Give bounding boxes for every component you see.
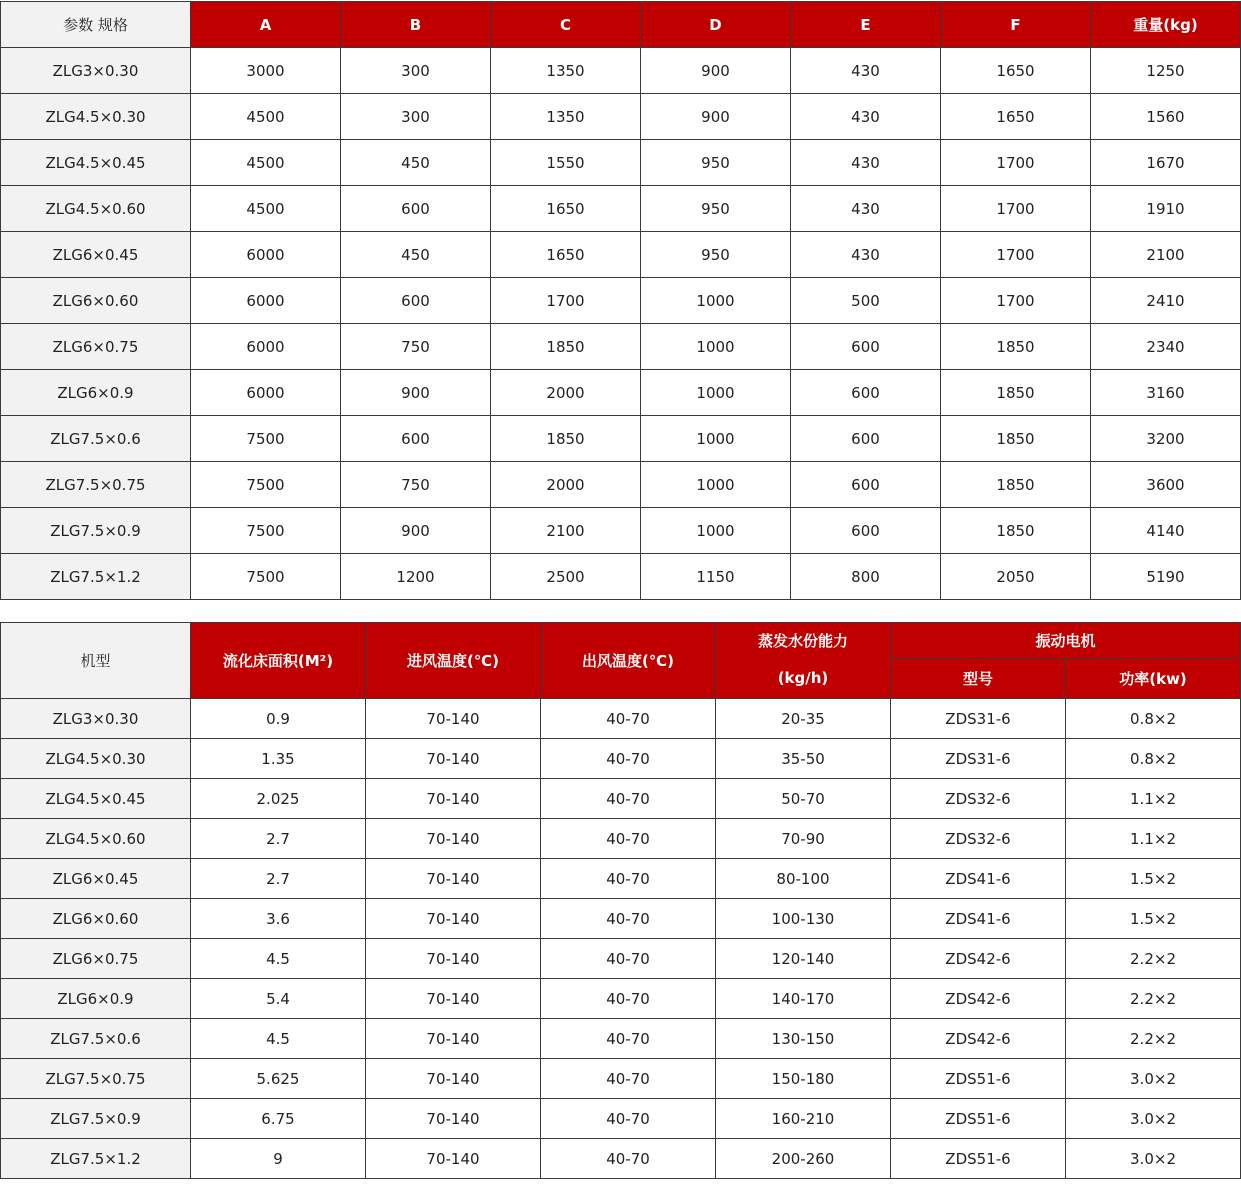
table-cell: 600 — [791, 416, 941, 462]
table-cell: 1000 — [641, 370, 791, 416]
table-cell: 70-90 — [716, 819, 891, 859]
table-cell: 1.1×2 — [1066, 819, 1241, 859]
table-cell: 3160 — [1091, 370, 1241, 416]
table-cell: 1700 — [941, 232, 1091, 278]
table-cell: 2.7 — [191, 819, 366, 859]
header-cell-motor: 振动电机 — [891, 623, 1241, 659]
table-cell: 140-170 — [716, 979, 891, 1019]
table-row — [1, 416, 1241, 462]
table-cell: 1150 — [641, 554, 791, 600]
table-cell: 40-70 — [541, 979, 716, 1019]
table-cell: 1000 — [641, 508, 791, 554]
table-cell: 200-260 — [716, 1139, 891, 1179]
table-cell: 900 — [641, 48, 791, 94]
row-label-cell: ZLG7.5×1.2 — [1, 554, 191, 600]
row-label-cell: ZLG6×0.9 — [1, 370, 191, 416]
table-cell: 40-70 — [541, 1019, 716, 1059]
row-label-cell: ZLG3×0.30 — [1, 699, 191, 739]
table-cell: ZDS32-6 — [891, 779, 1066, 819]
table-cell: 1550 — [491, 140, 641, 186]
table-cell: 300 — [341, 48, 491, 94]
table-cell: 70-140 — [366, 1099, 541, 1139]
header-cell-motor-model: 型号 — [891, 659, 1066, 699]
table-row — [1, 859, 1241, 899]
header-cell-evap-unit: (kg/h) — [716, 659, 891, 699]
table-row — [1, 232, 1241, 278]
table-cell: 3.0×2 — [1066, 1139, 1241, 1179]
table-row — [1, 699, 1241, 739]
row-label-cell: ZLG6×0.45 — [1, 859, 191, 899]
table-cell: 70-140 — [366, 859, 541, 899]
table-cell: ZDS51-6 — [891, 1139, 1066, 1179]
table-cell: 20-35 — [716, 699, 891, 739]
table-cell: 7500 — [191, 462, 341, 508]
table-row — [1, 739, 1241, 779]
table-cell: 70-140 — [366, 699, 541, 739]
table-cell: 1350 — [491, 94, 641, 140]
table-cell: 430 — [791, 48, 941, 94]
table-cell: 6000 — [191, 370, 341, 416]
table-cell: ZDS31-6 — [891, 739, 1066, 779]
table-cell: ZDS41-6 — [891, 859, 1066, 899]
row-label-cell: ZLG7.5×0.75 — [1, 462, 191, 508]
row-label-cell: ZLG4.5×0.30 — [1, 739, 191, 779]
table-cell: 40-70 — [541, 699, 716, 739]
table-cell: 40-70 — [541, 1099, 716, 1139]
table-cell: 1200 — [341, 554, 491, 600]
table-cell: 1.35 — [191, 739, 366, 779]
header-cell-inlet-temp: 进风温度(℃) — [366, 623, 541, 699]
table-cell: 1910 — [1091, 186, 1241, 232]
table-cell: 4500 — [191, 140, 341, 186]
table-cell: ZDS42-6 — [891, 939, 1066, 979]
table-cell: 80-100 — [716, 859, 891, 899]
table-cell: 1700 — [941, 186, 1091, 232]
table-cell: 2.2×2 — [1066, 939, 1241, 979]
dimensions-table — [0, 1, 1241, 600]
table-cell: 6000 — [191, 278, 341, 324]
table-cell: 1000 — [641, 462, 791, 508]
row-label-cell: ZLG6×0.45 — [1, 232, 191, 278]
header-cell-evap-title: 蒸发水份能力 — [716, 623, 891, 659]
table-cell: 600 — [341, 278, 491, 324]
table-cell: 1000 — [641, 416, 791, 462]
table-header-row — [1, 2, 1241, 48]
row-label-cell: ZLG6×0.75 — [1, 939, 191, 979]
table-cell: 5.625 — [191, 1059, 366, 1099]
table-cell: 6.75 — [191, 1099, 366, 1139]
table-cell: 4.5 — [191, 939, 366, 979]
table-cell: 1670 — [1091, 140, 1241, 186]
table-cell: 950 — [641, 140, 791, 186]
table-row — [1, 979, 1241, 1019]
table-cell: ZDS51-6 — [891, 1099, 1066, 1139]
table-row — [1, 554, 1241, 600]
table-cell: ZDS41-6 — [891, 899, 1066, 939]
table-cell: 600 — [791, 508, 941, 554]
table-cell: 900 — [341, 508, 491, 554]
table-row — [1, 370, 1241, 416]
header-cell-motor-power: 功率(kw) — [1066, 659, 1241, 699]
table-cell: 70-140 — [366, 1019, 541, 1059]
table-cell: 40-70 — [541, 779, 716, 819]
table-cell: 750 — [341, 324, 491, 370]
table-cell: 950 — [641, 232, 791, 278]
header-cell: A — [191, 2, 341, 48]
table-cell: 40-70 — [541, 1059, 716, 1099]
table-cell: 2.2×2 — [1066, 1019, 1241, 1059]
header-cell: E — [791, 2, 941, 48]
row-label-cell: ZLG4.5×0.60 — [1, 186, 191, 232]
table-cell: 70-140 — [366, 739, 541, 779]
table-cell: 7500 — [191, 554, 341, 600]
row-label-cell: ZLG7.5×0.6 — [1, 416, 191, 462]
table-cell: 70-140 — [366, 819, 541, 859]
table-cell: 1850 — [941, 416, 1091, 462]
table-cell: 70-140 — [366, 939, 541, 979]
table-cell: ZDS42-6 — [891, 1019, 1066, 1059]
table-cell: 0.8×2 — [1066, 739, 1241, 779]
table-cell: 1000 — [641, 324, 791, 370]
table-cell: 1700 — [941, 278, 1091, 324]
row-label-cell: ZLG7.5×0.9 — [1, 508, 191, 554]
header-cell: B — [341, 2, 491, 48]
row-label-cell: ZLG7.5×0.6 — [1, 1019, 191, 1059]
header-cell-bed-area: 流化床面积(M²) — [191, 623, 366, 699]
table-cell: 1650 — [941, 94, 1091, 140]
table-row — [1, 899, 1241, 939]
row-label-cell: ZLG6×0.75 — [1, 324, 191, 370]
table-cell: 3000 — [191, 48, 341, 94]
table-cell: 3200 — [1091, 416, 1241, 462]
table-cell: 1.1×2 — [1066, 779, 1241, 819]
table-header-row — [1, 623, 1241, 659]
table-row — [1, 1059, 1241, 1099]
table-cell: 3.0×2 — [1066, 1059, 1241, 1099]
table-cell: 1650 — [491, 232, 641, 278]
table-cell: 1850 — [941, 370, 1091, 416]
table-row — [1, 324, 1241, 370]
table-cell: 2000 — [491, 462, 641, 508]
row-label-cell: ZLG4.5×0.45 — [1, 140, 191, 186]
table-cell: ZDS51-6 — [891, 1059, 1066, 1099]
table-row — [1, 508, 1241, 554]
row-label-cell: ZLG4.5×0.30 — [1, 94, 191, 140]
header-cell-model: 机型 — [1, 623, 191, 699]
table-cell: 600 — [341, 186, 491, 232]
table-cell: 430 — [791, 232, 941, 278]
table-cell: 1850 — [941, 508, 1091, 554]
table-cell: 1560 — [1091, 94, 1241, 140]
table-cell: 9 — [191, 1139, 366, 1179]
header-cell: D — [641, 2, 791, 48]
table-cell: 120-140 — [716, 939, 891, 979]
table-cell: 3.6 — [191, 899, 366, 939]
specs-table — [0, 622, 1241, 1179]
table-row — [1, 48, 1241, 94]
table-cell: 1.5×2 — [1066, 859, 1241, 899]
table-cell: 7500 — [191, 416, 341, 462]
row-label-cell: ZLG6×0.60 — [1, 899, 191, 939]
row-label-cell: ZLG4.5×0.45 — [1, 779, 191, 819]
table-cell: ZDS42-6 — [891, 979, 1066, 1019]
table-cell: 1000 — [641, 278, 791, 324]
table-cell: 950 — [641, 186, 791, 232]
table-cell: 5.4 — [191, 979, 366, 1019]
table-cell: 900 — [341, 370, 491, 416]
table-cell: 430 — [791, 140, 941, 186]
table-cell: 4140 — [1091, 508, 1241, 554]
table-cell: 2.7 — [191, 859, 366, 899]
row-label-cell: ZLG7.5×0.75 — [1, 1059, 191, 1099]
table-cell: 3.0×2 — [1066, 1099, 1241, 1139]
table-cell: 100-130 — [716, 899, 891, 939]
table-cell: 70-140 — [366, 899, 541, 939]
specs-table-body — [1, 699, 1241, 1179]
table-cell: 430 — [791, 94, 941, 140]
row-label-cell: ZLG6×0.60 — [1, 278, 191, 324]
table-cell: 750 — [341, 462, 491, 508]
table-cell: 70-140 — [366, 979, 541, 1019]
row-label-cell: ZLG7.5×0.9 — [1, 1099, 191, 1139]
table-cell: 600 — [791, 370, 941, 416]
table-cell: 70-140 — [366, 1059, 541, 1099]
table-cell: 1700 — [941, 140, 1091, 186]
table-cell: 6000 — [191, 232, 341, 278]
table-cell: 2340 — [1091, 324, 1241, 370]
table-cell: 4500 — [191, 94, 341, 140]
table-cell: 450 — [341, 140, 491, 186]
table-cell: 150-180 — [716, 1059, 891, 1099]
table-cell: 70-140 — [366, 1139, 541, 1179]
table-cell: 1350 — [491, 48, 641, 94]
row-label-cell: ZLG3×0.30 — [1, 48, 191, 94]
table-cell: 1850 — [941, 324, 1091, 370]
header-cell-outlet-temp: 出风温度(℃) — [541, 623, 716, 699]
header-cell: C — [491, 2, 641, 48]
table-cell: 50-70 — [716, 779, 891, 819]
table-cell: 40-70 — [541, 1139, 716, 1179]
table-cell: 600 — [791, 462, 941, 508]
table-cell: 1850 — [491, 416, 641, 462]
table-row — [1, 94, 1241, 140]
table-cell: 7500 — [191, 508, 341, 554]
table-cell: 70-140 — [366, 779, 541, 819]
table-cell: 800 — [791, 554, 941, 600]
table-cell: 600 — [341, 416, 491, 462]
table-row — [1, 278, 1241, 324]
table-cell: 0.9 — [191, 699, 366, 739]
table-cell: 450 — [341, 232, 491, 278]
row-label-cell: ZLG4.5×0.60 — [1, 819, 191, 859]
table-cell: 2100 — [491, 508, 641, 554]
table-cell: 2050 — [941, 554, 1091, 600]
table-row — [1, 186, 1241, 232]
header-cell: 重量(kg) — [1091, 2, 1241, 48]
table-row — [1, 1019, 1241, 1059]
table-cell: 4500 — [191, 186, 341, 232]
table-cell: 40-70 — [541, 899, 716, 939]
table-cell: 5190 — [1091, 554, 1241, 600]
table-cell: 300 — [341, 94, 491, 140]
row-label-cell: ZLG6×0.9 — [1, 979, 191, 1019]
table-cell: 1850 — [941, 462, 1091, 508]
table-cell: 1850 — [491, 324, 641, 370]
table-cell: 900 — [641, 94, 791, 140]
table-cell: 1.5×2 — [1066, 899, 1241, 939]
table-cell: 40-70 — [541, 739, 716, 779]
table-cell: 1650 — [941, 48, 1091, 94]
table-cell: 40-70 — [541, 939, 716, 979]
table-cell: ZDS32-6 — [891, 819, 1066, 859]
table-cell: 160-210 — [716, 1099, 891, 1139]
table-cell: 600 — [791, 324, 941, 370]
table-cell: 0.8×2 — [1066, 699, 1241, 739]
table-row — [1, 939, 1241, 979]
table-row — [1, 462, 1241, 508]
table-cell: 40-70 — [541, 819, 716, 859]
table-cell: 1650 — [491, 186, 641, 232]
table-cell: 2410 — [1091, 278, 1241, 324]
table-cell: 35-50 — [716, 739, 891, 779]
table-cell: 430 — [791, 186, 941, 232]
row-label-cell: ZLG7.5×1.2 — [1, 1139, 191, 1179]
table-cell: 3600 — [1091, 462, 1241, 508]
table-cell: 2000 — [491, 370, 641, 416]
table-cell: 6000 — [191, 324, 341, 370]
table-row — [1, 1139, 1241, 1179]
table-row — [1, 1099, 1241, 1139]
dimensions-table-body — [1, 48, 1241, 600]
table-row — [1, 779, 1241, 819]
table-cell: 2.025 — [191, 779, 366, 819]
table-cell: 2500 — [491, 554, 641, 600]
table-cell: 500 — [791, 278, 941, 324]
table-cell: 40-70 — [541, 859, 716, 899]
table-cell: 4.5 — [191, 1019, 366, 1059]
header-cell: F — [941, 2, 1091, 48]
table-cell: 130-150 — [716, 1019, 891, 1059]
table-cell: 2.2×2 — [1066, 979, 1241, 1019]
table-cell: 1250 — [1091, 48, 1241, 94]
table-row — [1, 819, 1241, 859]
header-cell: 参数 规格 — [1, 2, 191, 48]
table-cell: 1700 — [491, 278, 641, 324]
table-cell: ZDS31-6 — [891, 699, 1066, 739]
table-row — [1, 140, 1241, 186]
table-cell: 2100 — [1091, 232, 1241, 278]
